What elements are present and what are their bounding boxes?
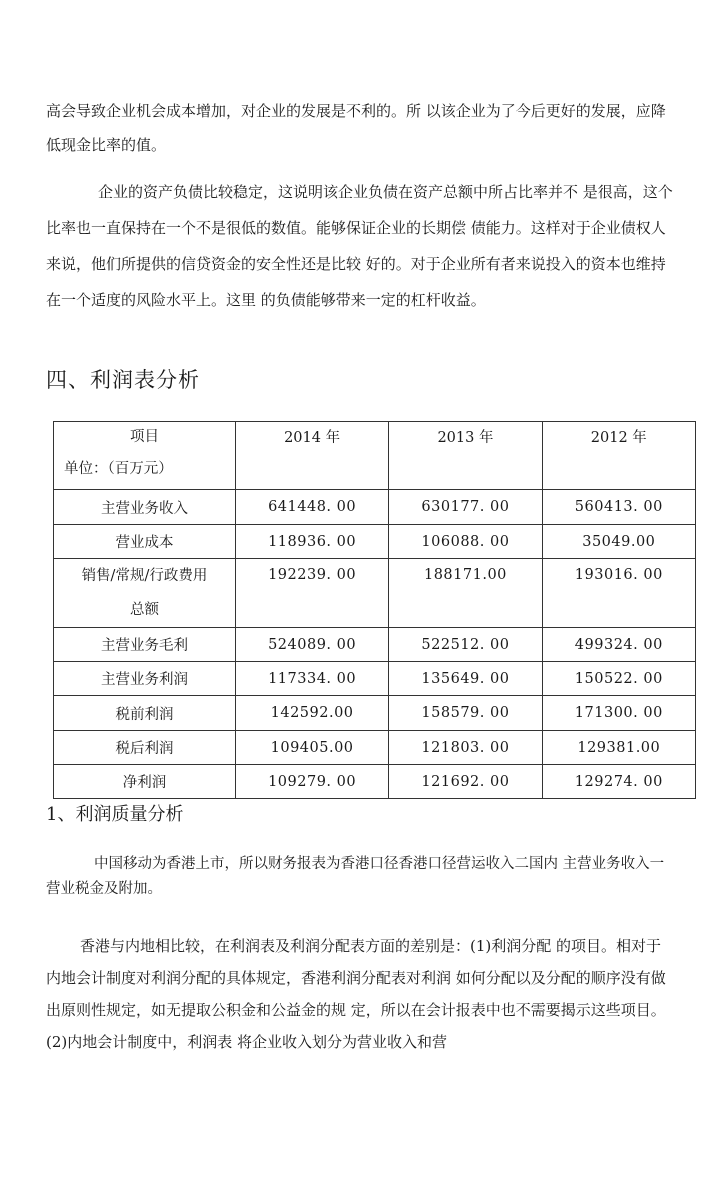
row-label: 主营业务毛利 bbox=[54, 628, 236, 662]
value-2014: 109279. 00 bbox=[235, 765, 388, 799]
row-label: 税前利润 bbox=[54, 696, 236, 731]
paragraph-cash-ratio: 高会导致企业机会成本增加，对企业的发展是不利的。所 以该企业为了今后更好的发展，应降低现金比率的值。 bbox=[46, 102, 666, 154]
value-2014: 109405.00 bbox=[235, 731, 388, 765]
row-label: 营业成本 bbox=[54, 525, 236, 559]
value-2014: 641448. 00 bbox=[235, 490, 388, 525]
table-row bbox=[54, 525, 696, 559]
table-row bbox=[54, 490, 696, 525]
row-label-line2: 总额 bbox=[129, 602, 159, 618]
value-2013: 522512. 00 bbox=[389, 628, 542, 662]
value-2012: 129381.00 bbox=[542, 731, 695, 765]
table-row bbox=[54, 731, 696, 765]
value-2013: 121803. 00 bbox=[389, 731, 542, 765]
table-row bbox=[54, 628, 696, 662]
value-2014: 142592.00 bbox=[235, 696, 388, 731]
value-2012: 150522. 00 bbox=[542, 662, 695, 696]
value-2014: 524089. 00 bbox=[235, 628, 388, 662]
row-label-line1: 销售/常规/行政费用 bbox=[81, 568, 208, 584]
value-2012: 129274. 00 bbox=[542, 765, 695, 799]
value-2013: 188171.00 bbox=[389, 559, 542, 628]
value-2012: 193016. 00 bbox=[542, 559, 695, 628]
table-row bbox=[54, 765, 696, 799]
table-row bbox=[54, 662, 696, 696]
row-label bbox=[54, 559, 236, 628]
value-2013: 630177. 00 bbox=[389, 490, 542, 525]
value-2012: 171300. 00 bbox=[542, 696, 695, 731]
header-unit-label: 单位：（百万元） bbox=[64, 461, 173, 477]
section-heading-income-statement: 四、利润表分析 bbox=[46, 368, 200, 392]
income-statement-table bbox=[53, 421, 696, 799]
value-2012: 35049.00 bbox=[542, 525, 695, 559]
table-row bbox=[54, 559, 696, 628]
header-2012: 2012 年 bbox=[542, 422, 695, 490]
value-2013: 135649. 00 bbox=[389, 662, 542, 696]
header-item-label: 项目 bbox=[129, 429, 159, 445]
header-2013: 2013 年 bbox=[389, 422, 542, 490]
paragraph-hk-listing: 中国移动为香港上市，所以财务报表为香港口径香港口径营运收入二国内 主营业务收入一营业税金及附加。 bbox=[46, 856, 665, 897]
value-2014: 118936. 00 bbox=[235, 525, 388, 559]
subsection-heading-profit-quality: 1、利润质量分析 bbox=[46, 804, 184, 825]
value-2012: 560413. 00 bbox=[542, 490, 695, 525]
header-2014: 2014 年 bbox=[235, 422, 388, 490]
paragraph-hk-mainland-comparison: 香港与内地相比较，在利润表及利润分配表方面的差别是：(1)利润分配 的项目。相对于内地会计制度对利润分配的具体规定，香港利润分配表对利润 如何分配以及分配的顺序没有做出原则性规定，如无提取公积金和公益金的规 定，所以在会计报表中也不需要揭示这些项目。(2)内地会计制度中，利润表 将企业收入划分为营业收入和营 bbox=[46, 937, 666, 1051]
row-label: 主营业务收入 bbox=[54, 490, 236, 525]
value-2013: 158579. 00 bbox=[389, 696, 542, 731]
paragraph-debt-ratio: 企业的资产负债比较稳定，这说明该企业负债在资产总额中所占比率并不 是很高，这个比率也一直保持在一个不是很低的数值。能够保证企业的长期偿 债能力。这样对于企业债权人来说，他们所提供的信贷资金的安全性还是比较 好的。对于企业所有者来说投入的资本也维持在一个适度的风险水平上。这里 的负债能够带来一定的杠杆收益。 bbox=[46, 183, 673, 309]
value-2012: 499324. 00 bbox=[542, 628, 695, 662]
header-item-cell bbox=[54, 422, 236, 490]
row-label: 净利润 bbox=[54, 765, 236, 799]
row-label: 税后利润 bbox=[54, 731, 236, 765]
value-2014: 192239. 00 bbox=[235, 559, 388, 628]
value-2013: 106088. 00 bbox=[389, 525, 542, 559]
table-header-row bbox=[54, 422, 696, 490]
value-2014: 117334. 00 bbox=[235, 662, 388, 696]
value-2013: 121692. 00 bbox=[389, 765, 542, 799]
table-row bbox=[54, 696, 696, 731]
row-label: 主营业务利润 bbox=[54, 662, 236, 696]
